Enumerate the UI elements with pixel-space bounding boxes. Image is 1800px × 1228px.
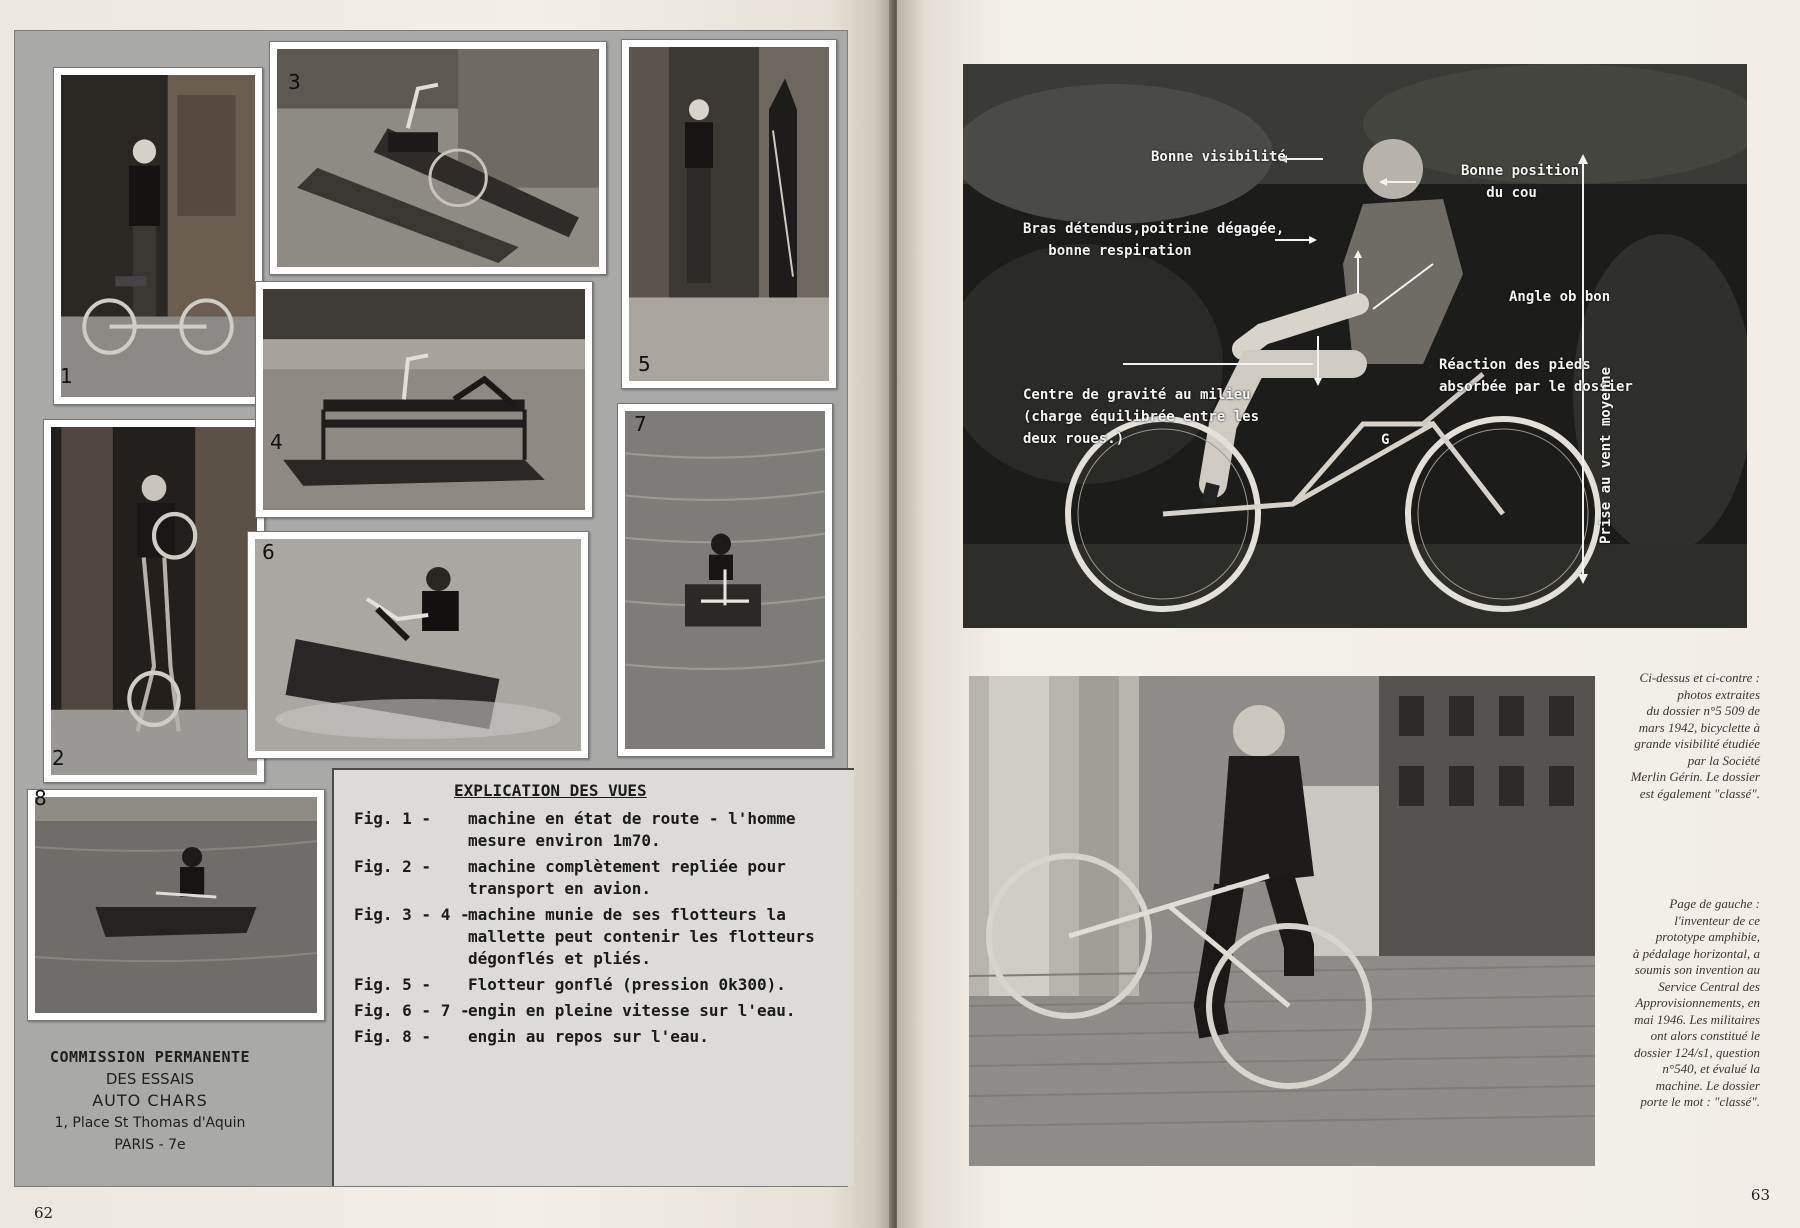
figure-description: machine en état de route - l'homme mesure environ 1m70. <box>468 809 796 850</box>
caption-bottom <box>1633 896 1760 1111</box>
photo-3 <box>269 41 607 275</box>
figure-number-5: 5 <box>638 352 651 376</box>
caption-line: est également "classé". <box>1639 785 1760 801</box>
commission-stamp <box>30 1046 270 1156</box>
explanation-title: EXPLICATION DES VUES <box>454 781 647 800</box>
caption-line: du dossier n°5 509 de <box>1646 703 1760 718</box>
caption-line: Page de gauche : <box>1669 896 1760 911</box>
caption-line: grande visibilité étudiée <box>1634 736 1760 751</box>
caption-line: machine. Le dossier <box>1655 1077 1760 1093</box>
left-page <box>0 0 893 1228</box>
caption-line: photos extraites <box>1677 686 1760 702</box>
photo-5 <box>621 39 837 389</box>
stamp-line: DES ESSAIS <box>105 1070 195 1088</box>
annotation-neck: Bonne position du cou <box>1461 163 1580 201</box>
caption-line: Ci-dessus et ci-contre : <box>1639 670 1760 685</box>
figure-description: engin au repos sur l'eau. <box>468 1027 709 1046</box>
figure-description: Flotteur gonflé (pression 0k300). <box>468 975 786 994</box>
figure-number-4: 4 <box>270 430 283 454</box>
figure-description: engin en pleine vitesse sur l'eau. <box>468 1001 796 1020</box>
stamp-line: 1, Place St Thomas d'Aquin <box>54 1115 246 1131</box>
caption-top <box>1631 670 1760 802</box>
annotation-arms: Bras détendus,poitrine dégagée, bonne respiration <box>1023 221 1285 259</box>
page-number-right: 63 <box>1750 1186 1770 1204</box>
annotation-g-mark: G <box>1381 432 1390 448</box>
explanation-line <box>354 808 846 852</box>
caption-line: prototype amphibie, <box>1655 929 1760 944</box>
photo-4 <box>255 281 593 518</box>
photo-7 <box>617 403 833 757</box>
annotation-feet: Réaction des pieds absorbée par le dossier <box>1439 357 1633 395</box>
caption-line: l'inventeur de ce <box>1674 912 1760 928</box>
stamp-line: AUTO CHARS <box>92 1091 208 1110</box>
figure-number-7: 7 <box>634 412 647 436</box>
caption-line: porte le mot : "classé". <box>1640 1094 1760 1109</box>
figure-description: machine munie de ses flotteurs la mallette peut contenir les flotteurs dégonflés et pliés. <box>468 905 815 968</box>
photo-8 <box>27 786 325 1021</box>
figure-label: Fig. 8 - <box>354 1027 441 1046</box>
explanation-line <box>354 1026 846 1048</box>
stamp-line: PARIS - 7e <box>114 1137 186 1153</box>
explanation-line <box>354 856 846 900</box>
caption-line: dossier 124/s1, question <box>1633 1044 1760 1060</box>
explanation-line <box>354 974 846 996</box>
caption-line: mars 1942, bicyclette à <box>1638 719 1760 735</box>
figure-description: machine complètement repliée pour transport en avion. <box>468 857 786 898</box>
caption-line: par la Société <box>1687 752 1760 768</box>
stairs-bicycle-photo <box>969 676 1595 1166</box>
annotation-gravity: Centre de gravité au milieu (charge équilibrée entre les deux roues.) <box>1023 387 1260 447</box>
figure-label: Fig. 1 - <box>354 809 441 828</box>
annotated-bicycle-photo <box>963 64 1747 628</box>
caption-line: n°540, et évalué la <box>1662 1061 1760 1076</box>
figure-number-3: 3 <box>288 70 301 94</box>
caption-line: Merlin Gérin. Le dossier <box>1630 769 1760 784</box>
figure-number-6: 6 <box>262 540 275 564</box>
figure-label: Fig. 6 - 7 - <box>354 1001 480 1020</box>
stamp-line: COMMISSION PERMANENTE <box>49 1048 251 1066</box>
photo-6 <box>247 531 589 759</box>
explanation-line <box>354 904 846 970</box>
annotation-angle: Angle ob bon <box>1509 289 1611 305</box>
page-number-left: 62 <box>34 1204 54 1222</box>
caption-line: mai 1946. Les militaires <box>1634 1011 1760 1027</box>
explanation-box <box>332 768 854 1186</box>
annotation-visibility: Bonne visibilité <box>1151 149 1286 165</box>
explanation-line <box>354 1000 846 1022</box>
caption-line: ont alors constitué le <box>1650 1028 1760 1043</box>
figure-label: Fig. 5 - <box>354 975 441 994</box>
caption-line: à pédalage horizontal, a <box>1632 945 1760 961</box>
figure-label: Fig. 2 - <box>354 857 441 876</box>
figure-number-8: 8 <box>34 786 47 810</box>
figure-number-1: 1 <box>60 364 73 388</box>
photo-1 <box>53 67 263 405</box>
figure-number-2: 2 <box>52 746 65 770</box>
photo-2 <box>43 419 265 783</box>
right-page <box>897 0 1800 1228</box>
caption-line: soumis son invention au <box>1634 962 1760 977</box>
caption-line: Service Central des <box>1658 978 1760 994</box>
figure-label: Fig. 3 - 4 - <box>354 905 480 924</box>
caption-line: Approvisionnements, en <box>1635 995 1760 1010</box>
annotation-wind: Prise au vent moyenne <box>1598 366 1614 544</box>
